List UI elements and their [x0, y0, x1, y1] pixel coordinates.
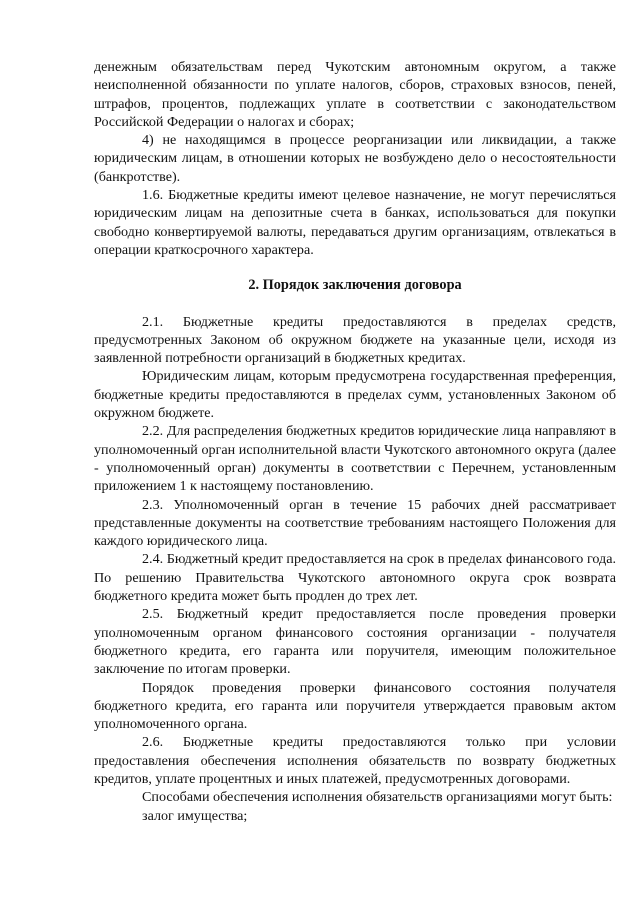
paragraph-check-procedure: Порядок проведения проверки финансового состояния получателя бюджетного кредита, его гаранта или поручителя утверждается правовым актом уполномоченного органа.	[94, 679, 616, 733]
paragraph-2-1: 2.1. Бюджетные кредиты предоставляются в пределах средств, предусмотренных Законом об окружном бюджете на указанные цели, исходя из заявленной потребности организаций в бюджетных кредитах.	[94, 313, 616, 367]
paragraph-2-2: 2.2. Для распределения бюджетных кредитов юридические лица направляют в уполномоченный орган исполнительной власти Чукотского автономного округа (далее - уполномоченный орган) документы в соответствии с Перечнем, установленным приложением 1 к настоящему постановлению.	[94, 423, 616, 495]
paragraph-2-4: 2.4. Бюджетный кредит предоставляется на срок в пределах финансового года. По решению Правительства Чукотского автономного округа срок возврата бюджетного кредита может быть продлен до трех лет.	[94, 551, 616, 605]
paragraph-continuation: денежным обязательствам перед Чукотским автономным округом, а также неисполненной обязанности по уплате налогов, сборов, страховых взносов, пеней, штрафов, процентов, подлежащих уплате в соответствии с законодательством Российской Федерации о налогах и сборах;	[94, 59, 616, 130]
paragraph-2-3: 2.3. Уполномоченный орган в течение 15 рабочих дней рассматривает представленные документы на соответствие требованиям настоящего Положения для каждого юридического лица.	[94, 496, 616, 550]
paragraph-pledge: залог имущества;	[142, 807, 248, 824]
paragraph-item-4: 4) не находящимся в процессе реорганизации или ликвидации, а также юридическим лицам, в отношении которых не возбуждено дело о несостоятельности (банкротстве).	[94, 132, 616, 185]
paragraph-security-methods: Способами обеспечения исполнения обязательств организациями могут быть:	[142, 789, 613, 806]
paragraph-preference: Юридическим лицам, которым предусмотрена государственная преференция, бюджетные кредиты предоставляются в пределах сумм, установленных Законом об окружном бюджете.	[94, 368, 616, 422]
paragraph-2-5: 2.5. Бюджетный кредит предоставляется после проведения проверки уполномоченным органом финансового состояния организации - получателя бюджетного кредита, его гаранта или поручителя, имеющим положительное заключение по итогам проверки.	[94, 606, 616, 678]
paragraph-1-6: 1.6. Бюджетные кредиты имеют целевое назначение, не могут перечисляться юридическим лицам на депозитные счета в банках, использоваться для покупки свободно конвертируемой валюты, передаваться другим организациям, отвлекаться в операции краткосрочного характера.	[94, 187, 616, 258]
section-heading: 2. Порядок заключения договора	[248, 277, 462, 294]
paragraph-2-6: 2.6. Бюджетные кредиты предоставляются только при условии предоставления обеспечения исполнения обязательств по возврату бюджетных кредитов, уплате процентных и иных платежей, предусмотренных договорами.	[94, 734, 616, 787]
